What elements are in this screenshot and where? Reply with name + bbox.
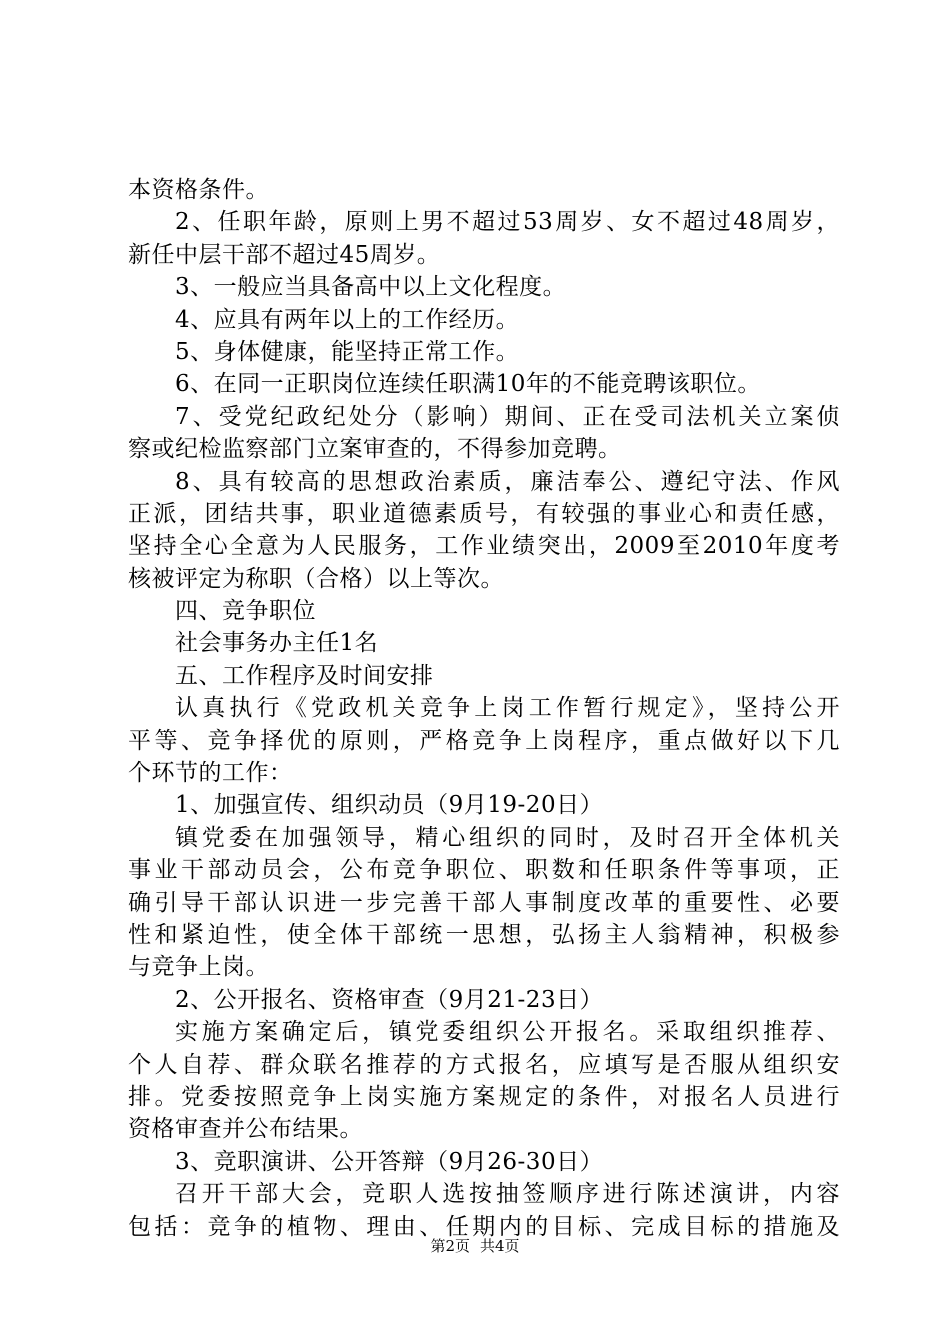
text-line: 8、具有较高的思想政治素质，廉洁奉公、遵纪守法、作风 [175, 468, 840, 495]
text-line: 5、身体健康，能坚持正常工作。 [175, 338, 520, 365]
text-line: 四、竞争职位 [175, 598, 316, 625]
text-line: 新任中层干部不超过45周岁。 [128, 241, 441, 268]
text-line: 五、工作程序及时间安排 [175, 662, 434, 689]
text-line: 3、竞职演讲、公开答辩（9月26-30日） [175, 1148, 604, 1175]
text-line: 核被评定为称职（合格）以上等次。 [128, 565, 504, 592]
text-line: 与竞争上岗。 [128, 954, 269, 981]
text-line: 包括：竞争的植物、理由、任期内的目标、完成目标的措施及 [128, 1213, 840, 1240]
text-line: 召开干部大会，竞职人选按抽签顺序进行陈述演讲，内容 [175, 1181, 840, 1208]
page-total: 共4页 [480, 1237, 520, 1255]
text-line: 察或纪检监察部门立案审查的，不得参加竞聘。 [128, 436, 622, 463]
text-line: 7、受党纪政纪处分（影响）期间、正在受司法机关立案侦 [175, 403, 840, 430]
text-line: 个人自荐、群众联名推荐的方式报名，应填写是否服从组织安 [128, 1051, 840, 1078]
page-number: 第2页 [430, 1237, 470, 1255]
text-line: 资格审查并公布结果。 [128, 1116, 363, 1143]
document-body [128, 174, 840, 1243]
text-line: 镇党委在加强领导，精心组织的同时，及时召开全体机关 [175, 824, 840, 851]
text-line: 性和紧迫性，使全体干部统一思想，弘扬主人翁精神，积极参 [128, 921, 840, 948]
text-line: 平等、竞争择优的原则，严格竞争上岗程序，重点做好以下几 [128, 727, 840, 754]
text-line: 个环节的工作： [128, 760, 293, 787]
text-line: 坚持全心全意为人民服务，工作业绩突出，2009至2010年度考 [128, 533, 840, 560]
text-line: 2、公开报名、资格审查（9月21-23日） [175, 986, 604, 1013]
text-line: 认真执行《党政机关竞争上岗工作暂行规定》，坚持公开 [175, 695, 840, 722]
text-line: 确引导干部认识进一步完善干部人事制度改革的重要性、必要 [128, 889, 840, 916]
text-line: 1、加强宣传、组织动员（9月19-20日） [175, 792, 604, 819]
text-line: 2、任职年龄，原则上男不超过53周岁、女不超过48周岁， [175, 209, 840, 236]
page-footer [0, 1236, 950, 1256]
text-line: 6、在同一正职岗位连续任职满10年的不能竞聘该职位。 [175, 371, 761, 398]
text-line: 事业干部动员会，公布竞争职位、职数和任职条件等事项，正 [128, 857, 840, 884]
text-line: 正派，团结共事，职业道德素质号，有较强的事业心和责任感， [128, 500, 840, 527]
text-line: 社会事务办主任1名 [175, 630, 379, 657]
text-line: 本资格条件。 [128, 177, 269, 203]
text-line: 3、一般应当具备高中以上文化程度。 [175, 274, 567, 301]
text-line: 排。党委按照竞争上岗实施方案规定的条件，对报名人员进行 [128, 1083, 840, 1110]
text-line: 实施方案确定后，镇党委组织公开报名。采取组织推荐、 [175, 1019, 840, 1046]
text-line: 4、应具有两年以上的工作经历。 [175, 306, 520, 333]
